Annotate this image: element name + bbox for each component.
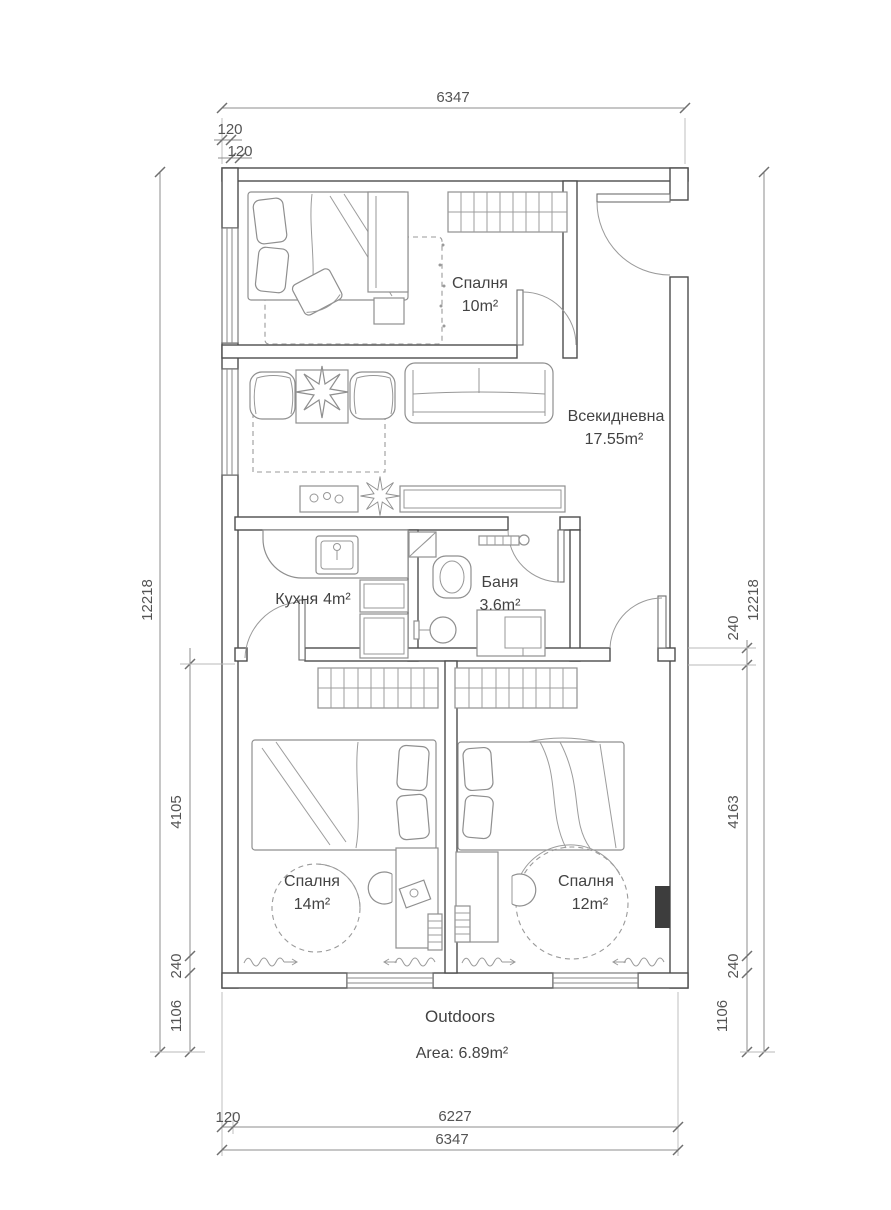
armchair-icon: [250, 372, 295, 419]
dim-left-wall: 240: [168, 953, 185, 979]
console-icon: [300, 486, 358, 512]
chair-icon: [368, 872, 392, 904]
dim-right-wall-bottom: 240: [725, 953, 742, 979]
curtain-icon: [244, 958, 435, 966]
wall-left-lower: [222, 475, 238, 988]
bed-icon: [458, 738, 624, 850]
wall-bedrooms-top: [305, 648, 610, 661]
window-bottom-left: [347, 973, 433, 988]
wall-left-upper: [222, 168, 238, 228]
wall-living-kitchen: [235, 517, 508, 530]
outdoors-area-label: Area: 6.89m²: [415, 1045, 509, 1062]
dim-right-terrace: 1106: [714, 999, 731, 1033]
living-room-furniture: [250, 363, 565, 516]
dim-bottom-offset: 120: [215, 1109, 241, 1126]
room-label-living: Всекидневна: [567, 408, 665, 425]
plant-icon: [361, 477, 400, 516]
kitchen-bedroom-door: [245, 600, 305, 660]
dim-right-room-height: 4163: [725, 795, 742, 829]
room-area-bedroom-left: 14m²: [293, 896, 331, 913]
mat-icon: [428, 914, 442, 950]
room-label-bathroom: Баня: [481, 574, 519, 591]
wall-bedrooms-top-pier: [658, 648, 675, 661]
room-label-bedroom-left: Спалня: [284, 873, 340, 890]
wall-bedroom-top: [222, 345, 517, 358]
wall-right-upper: [670, 168, 688, 200]
kitchen-name: Кухня: [275, 591, 319, 608]
kitchen-area: 4m²: [323, 591, 351, 608]
bedroom-right-door: [610, 596, 666, 648]
room-area-bedroom-right: 12m²: [571, 896, 609, 913]
chair-icon: [512, 874, 536, 906]
dresser-icon: [368, 192, 408, 324]
bathroom-furniture: [409, 532, 545, 656]
dim-top-offset-1: 120: [217, 121, 243, 138]
window-left-lower: [222, 369, 238, 475]
radiator-icon: [655, 886, 670, 928]
mat-icon: [455, 906, 470, 942]
armchair-icon: [350, 372, 395, 419]
dim-top-offset-2: 120: [227, 143, 253, 160]
room-label-kitchen: [275, 591, 351, 608]
curtain-icon: [462, 958, 664, 966]
bedroom-right-furniture: [455, 668, 670, 966]
shower-icon: [409, 532, 436, 557]
wall-top: [222, 168, 688, 181]
wall-right-lower: [670, 277, 688, 988]
room-area-living: 17.55m²: [584, 431, 644, 448]
sink-icon: [316, 536, 358, 574]
dim-top-total: 6347: [436, 89, 470, 106]
wall-bottom-middle: [433, 973, 553, 988]
wall-bottom-left: [222, 973, 347, 988]
dim-left-terrace: 1106: [168, 999, 185, 1033]
dim-left-total: 12218: [139, 579, 156, 621]
washing-machine-icon: [477, 610, 545, 656]
wall-bath-hall: [570, 530, 580, 661]
bed-icon: [252, 740, 436, 850]
dim-left-room-height: 4105: [168, 795, 185, 829]
kitchen-cabinet-icon: [360, 580, 408, 658]
basin-icon: [414, 617, 456, 643]
wardrobe-icon: [455, 668, 577, 708]
dim-bottom-total: 6347: [435, 1131, 469, 1148]
wall-living-bath-stub: [560, 517, 580, 530]
dim-right-total: 12218: [745, 579, 762, 621]
dim-bottom-inner: 6227: [438, 1108, 472, 1125]
wardrobe-icon: [318, 668, 438, 708]
room-area-bathroom: 3.6m²: [479, 597, 521, 614]
window-bottom-right: [553, 973, 638, 988]
wall-bottom-right: [638, 973, 688, 988]
dim-right-wall-top: 240: [725, 615, 742, 641]
cabinet-icon: [400, 486, 565, 512]
window-left-upper: [222, 228, 238, 343]
room-label-bedroom-right: Спалня: [558, 873, 614, 890]
toilet-icon: [433, 556, 471, 598]
towel-rail-icon: [479, 535, 529, 545]
coffee-table-icon: [296, 366, 348, 423]
room-label-bedroom-top: Спалня: [452, 275, 508, 292]
wardrobe-icon: [448, 192, 567, 232]
sofa-icon: [405, 363, 553, 423]
entry-door: [597, 194, 670, 275]
room-area-bedroom-top: 10m²: [461, 298, 499, 315]
bedroom-left-furniture: [244, 668, 442, 966]
outdoors-label: Outdoors: [425, 1007, 495, 1026]
